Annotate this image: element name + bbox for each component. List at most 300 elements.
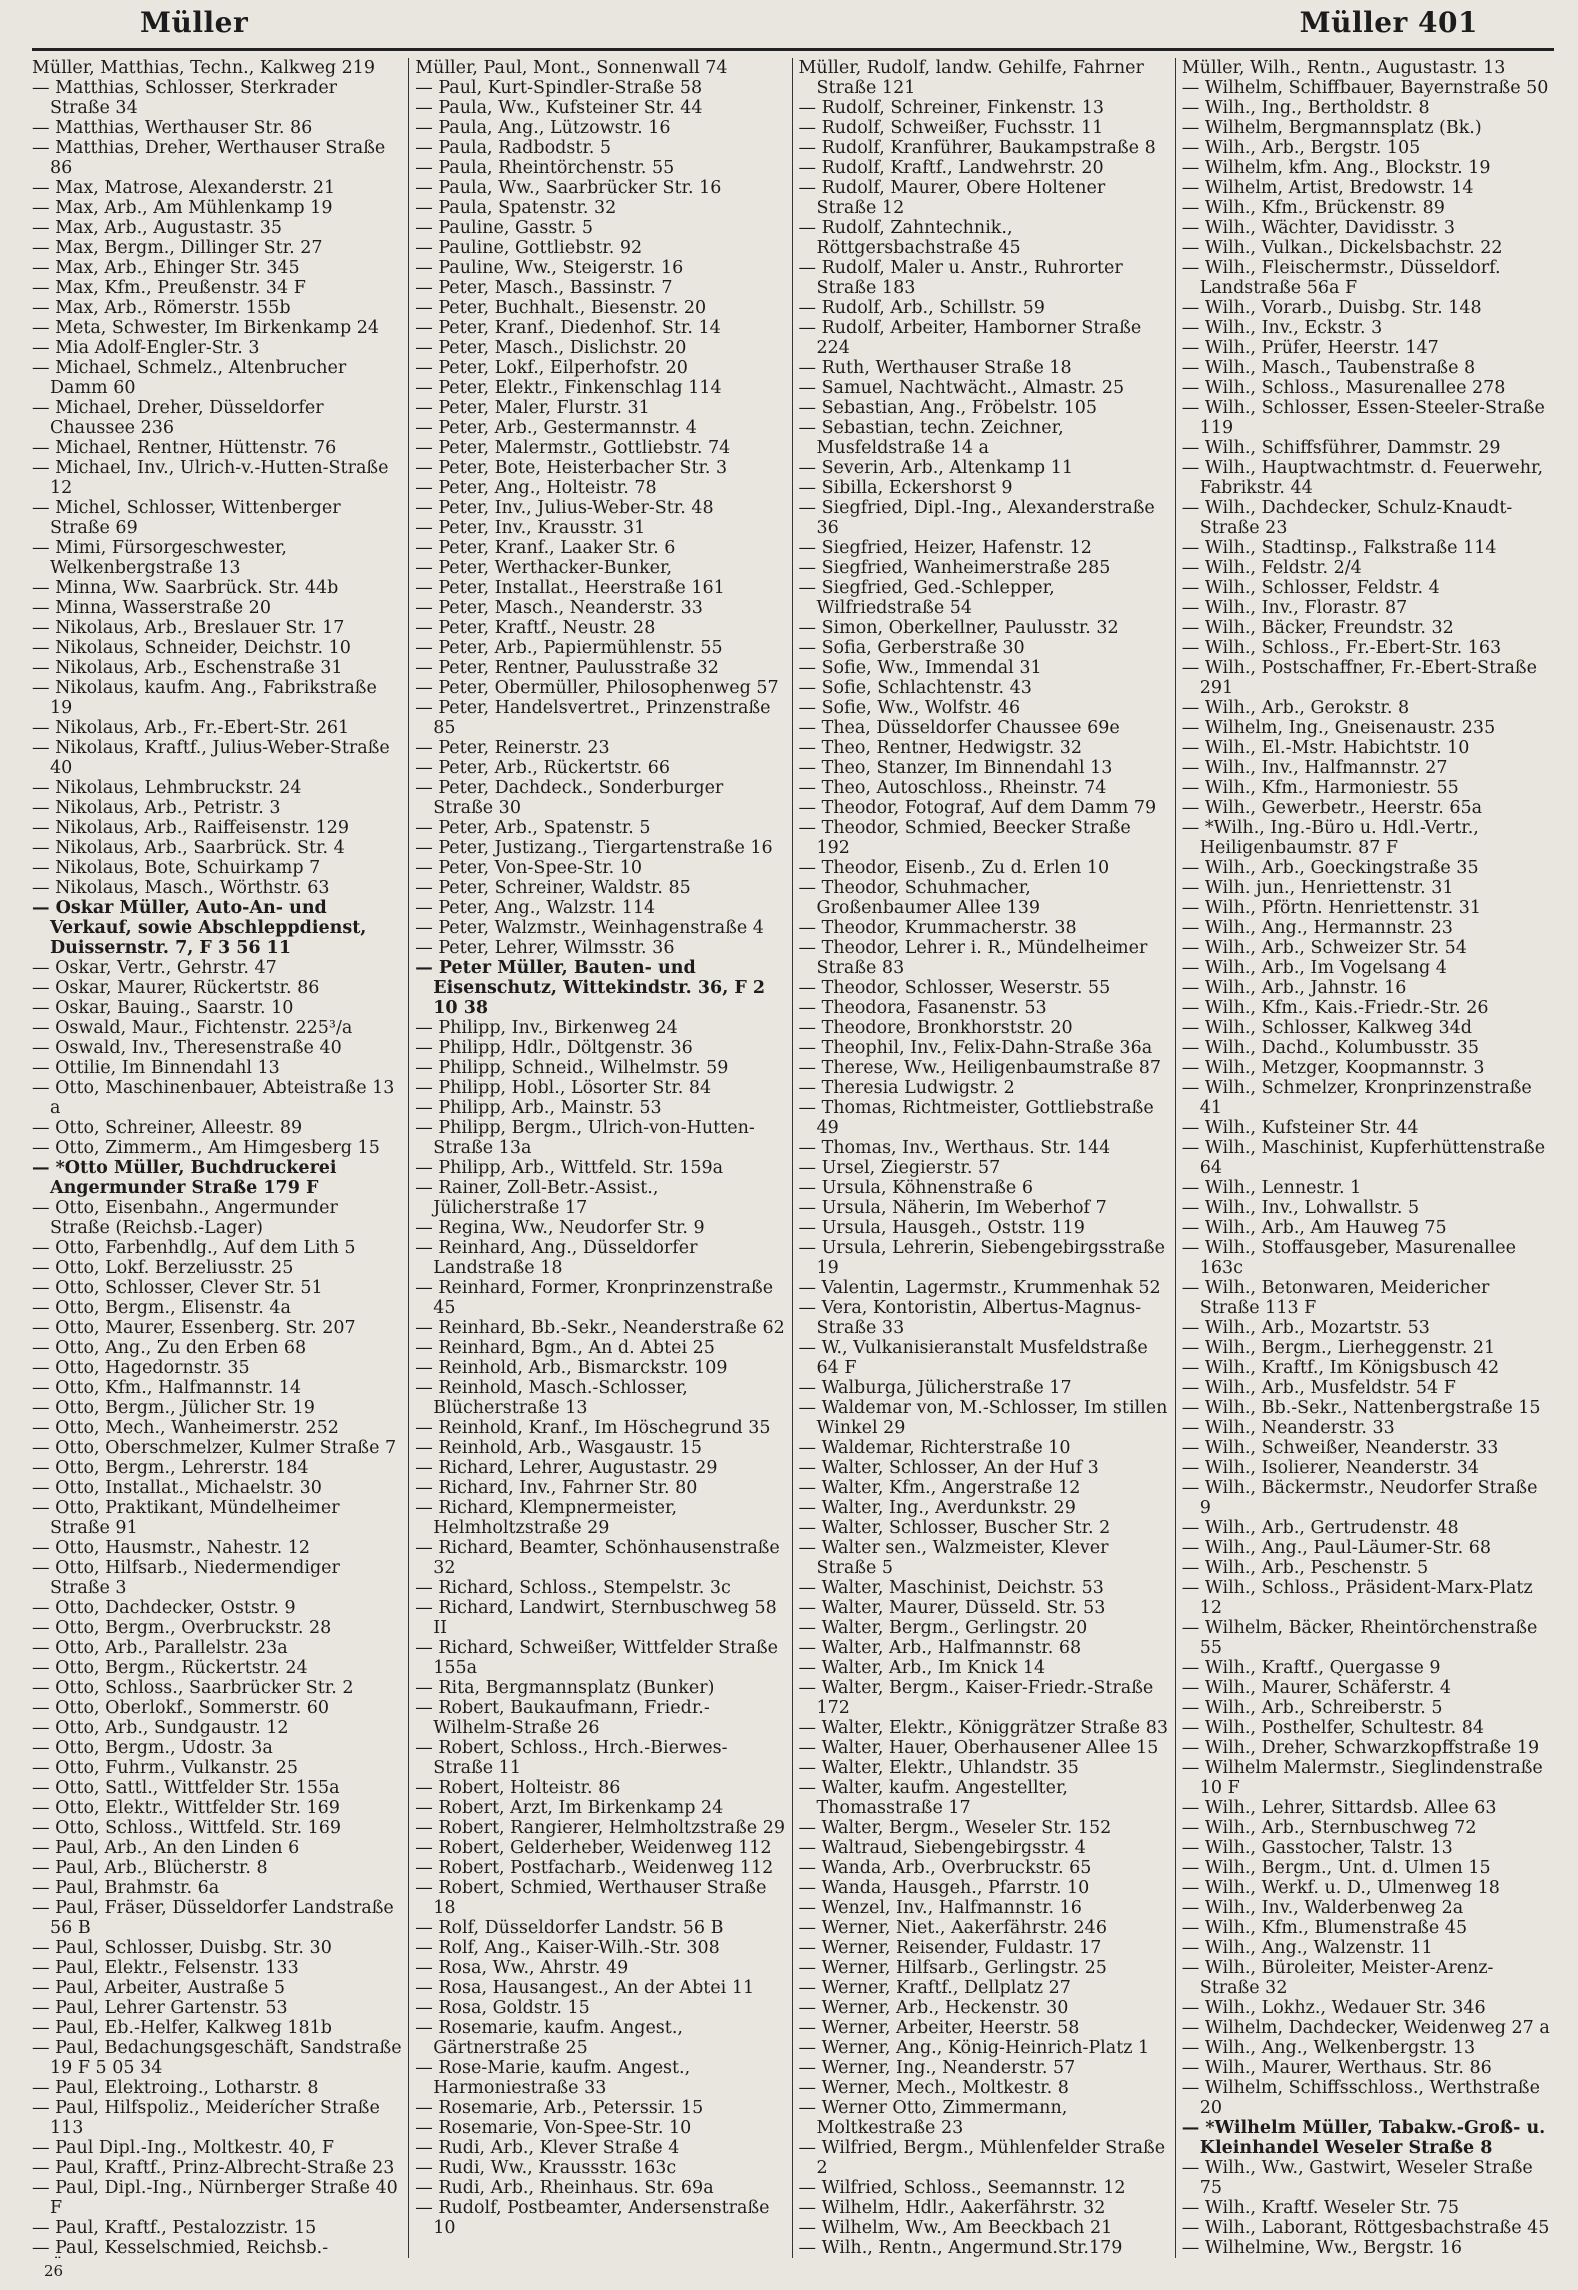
directory-entry: — Waltraud, Siebengebirgsstr. 4 [798, 1838, 1086, 1858]
directory-entry: — Walter sen., Walzmeister, Klever Straße 5 [798, 1538, 1109, 1578]
directory-entry: — Wilh., Schmelzer, Kronprinzenstraße 41 [1181, 1078, 1532, 1118]
directory-entry: — Wilhelm, Bäcker, Rheintörchenstraße 55 [1181, 1618, 1538, 1658]
directory-entry: — Theodor, Fotograf, Auf dem Damm 79 [798, 798, 1157, 818]
directory-entry: — Wilh., Ang., Hermannstr. 23 [1181, 918, 1453, 938]
directory-entry: — Peter, Rentner, Paulusstraße 32 [415, 658, 719, 678]
directory-entry: — Otto, Bergm., Jülicher Str. 19 [32, 1398, 315, 1418]
directory-entry: — Minna, Wasserstraße 20 [32, 598, 271, 618]
directory-entry: — Wilh., Inv., Lohwallstr. 5 [1181, 1198, 1420, 1218]
directory-entry: — Otto, Sattl., Wittfelder Str. 155a [32, 1778, 340, 1798]
directory-entry: — Werner, Mech., Moltkestr. 8 [798, 2078, 1069, 2098]
directory-entry: — Oswald, Inv., Theresenstraße 40 [32, 1038, 342, 1058]
directory-entry: — Simon, Oberkellner, Paulusstr. 32 [798, 618, 1119, 638]
running-header-left: Müller [140, 6, 249, 39]
directory-entry: — Otto, Farbenhdlg., Auf dem Lith 5 [32, 1238, 356, 1258]
directory-entry: — Wilh., Gewerbetr., Heerstr. 65a [1181, 798, 1483, 818]
directory-entry: — Rudolf, Kranführer, Baukampstraße 8 [798, 138, 1156, 158]
directory-entry: — Theo, Autoschloss., Rheinstr. 74 [798, 778, 1107, 798]
directory-entry: — Rosemarie, Von-Spee-Str. 10 [415, 2118, 692, 2138]
directory-entry: — Paul, Schlosser, Duisbg. Str. 30 [32, 1938, 332, 1958]
directory-entry: — *Wilh., Ing.-Büro u. Hdl.-Vertr., Heiligenbaumstr. 87 F [1181, 818, 1479, 858]
directory-entry: — Otto, Oberlokf., Sommerstr. 60 [32, 1698, 329, 1718]
directory-entry: — Siegfried, Ged.-Schlepper, Wilfriedstraße 54 [798, 578, 1055, 618]
directory-entry: — Wilh., Schloss., Präsident-Marx-Platz 12 [1181, 1578, 1533, 1618]
directory-entry: — Wilh., Dreher, Schwarzkopffstraße 19 [1181, 1738, 1540, 1758]
directory-entry: — Werner, Niet., Aakerfährstr. 246 [798, 1918, 1107, 1938]
directory-entry: — Wilh., Ing., Bertholdstr. 8 [1181, 98, 1430, 118]
directory-entry: — Wilhelm, Bergmannsplatz (Bk.) [1181, 118, 1482, 138]
directory-entry: — Otto, Maurer, Essenberg. Str. 207 [32, 1318, 356, 1338]
directory-entry: — Wilfried, Schloss., Seemannstr. 12 [798, 2178, 1126, 2198]
directory-entry: — Paul, Elektr., Felsenstr. 133 [32, 1958, 299, 1978]
directory-entry: — Wilh., Werkf. u. D., Ulmenweg 18 [1181, 1878, 1500, 1898]
directory-entry: — Theodor, Schmied, Beecker Straße 192 [798, 818, 1131, 858]
directory-entry: — Wilh., Lokhz., Wedauer Str. 346 [1181, 1998, 1486, 2018]
directory-entry: — Paula, Ang., Lützowstr. 16 [415, 118, 671, 138]
directory-entry: — Otto, Bergm., Overbruckstr. 28 [32, 1618, 332, 1638]
directory-entry: — Peter, Arb., Rückertstr. 66 [415, 758, 670, 778]
directory-entry: — Wilh., Schlosser, Essen-Steeler-Straße 119 [1181, 398, 1545, 438]
directory-entry: — Wanda, Hausgeh., Pfarrstr. 10 [798, 1878, 1090, 1898]
directory-entry: — Thomas, Richtmeister, Gottliebstraße 49 [798, 1098, 1154, 1138]
directory-entry: — Philipp, Hobl., Lösorter Str. 84 [415, 1078, 712, 1098]
directory-entry: — Theophil, Inv., Felix-Dahn-Straße 36a [798, 1038, 1153, 1058]
directory-entry: — Walter, kaufm. Angestellter, Thomasstraße 17 [798, 1778, 1068, 1818]
directory-entry: — Wilh., Gasstocher, Talstr. 13 [1181, 1838, 1453, 1858]
directory-entry: — Otto, Bergm., Lehrerstr. 184 [32, 1458, 309, 1478]
directory-entry: — Wilh., Lehrer, Sittardsb. Allee 63 [1181, 1798, 1497, 1818]
directory-entry: — Sofie, Ww., Immendal 31 [798, 658, 1042, 678]
directory-entry: — Theodor, Lehrer i. R., Mündelheimer Straße 83 [798, 938, 1148, 978]
directory-entry: Müller, Wilh., Rentn., Augustastr. 13 [1181, 58, 1506, 78]
directory-entry: — Nikolaus, Lehmbruckstr. 24 [32, 778, 302, 798]
directory-entry: — Peter, Justizang., Tiergartenstraße 16 [415, 838, 773, 858]
directory-entry: — Walter, Arb., Halfmannstr. 68 [798, 1638, 1082, 1658]
directory-entry: — Rosa, Goldstr. 15 [415, 1998, 590, 2018]
directory-entry: — Oskar, Maurer, Rückertstr. 86 [32, 978, 320, 998]
column-1 [26, 58, 408, 2258]
directory-entry: — Otto, Ang., Zu den Erben 68 [32, 1338, 307, 1358]
directory-entry: — Waldemar, Richterstraße 10 [798, 1438, 1071, 1458]
directory-entry: — Wilh., Kraftf., Quergasse 9 [1181, 1658, 1441, 1678]
directory-entry: — Walter, Elektr., Uhlandstr. 35 [798, 1758, 1079, 1778]
directory-entry: — Otto, Kfm., Halfmannstr. 14 [32, 1378, 302, 1398]
directory-entry: — Walter, Bergm., Weseler Str. 152 [798, 1818, 1112, 1838]
directory-entry: — Nikolaus, Arb., Raiffeisenstr. 129 [32, 818, 349, 838]
directory-entry: — Peter, Ang., Walzstr. 114 [415, 898, 656, 918]
directory-entry: — Richard, Landwirt, Sternbuschweg 58 II [415, 1598, 777, 1638]
directory-entry: — Sofia, Gerberstraße 30 [798, 638, 1025, 658]
directory-entry: — Walter, Schlosser, An der Huf 3 [798, 1458, 1099, 1478]
directory-entry: — Wilh., Vorarb., Duisbg. Str. 148 [1181, 298, 1482, 318]
directory-entry: — Wilh., Postschaffner, Fr.-Ebert-Straße 291 [1181, 658, 1537, 698]
directory-entry: Müller, Paul, Mont., Sonnenwall 74 [415, 58, 728, 78]
directory-entry: — Peter, Inv., Julius-Weber-Str. 48 [415, 498, 714, 518]
directory-entry: — Peter, Masch., Dislichstr. 20 [415, 338, 687, 358]
directory-entry: — Werner Otto, Zimmermann, Moltkestraße 23 [798, 2098, 1068, 2138]
directory-entry: — Matthias, Werthauser Str. 86 [32, 118, 313, 138]
directory-entry: — Nikolaus, Arb., Breslauer Str. 17 [32, 618, 345, 638]
directory-entry: — Rudolf, Postbeamter, Andersenstraße 10 [415, 2198, 770, 2238]
directory-entry: — Max, Arb., Ehinger Str. 345 [32, 258, 300, 278]
directory-entry: — Walter, Hauer, Oberhausener Allee 15 [798, 1738, 1159, 1758]
column-2 [408, 58, 791, 2258]
directory-entry: — Sofie, Schlachtenstr. 43 [798, 678, 1032, 698]
directory-entry: — Wilh., Büroleiter, Meister-Arenz-Straße 32 [1181, 1958, 1494, 1998]
directory-entry: — Wilh., Stadtinsp., Falkstraße 114 [1181, 538, 1497, 558]
directory-entry: — Robert, Holteistr. 86 [415, 1778, 621, 1798]
directory-entry: — Nikolaus, Masch., Wörthstr. 63 [32, 878, 330, 898]
directory-entry: — Mia Adolf-Engler-Str. 3 [32, 338, 260, 358]
directory-entry: — Oskar, Bauing., Saarstr. 10 [32, 998, 294, 1018]
directory-entry: Müller, Rudolf, landw. Gehilfe, Fahrner Straße 121 [798, 58, 1144, 98]
directory-entry: — Sebastian, Ang., Fröbelstr. 105 [798, 398, 1097, 418]
directory-entry: — Wilh., Metzger, Koopmannstr. 3 [1181, 1058, 1485, 1078]
directory-entry: — Wilhelm, Hdlr., Aakerfährstr. 32 [798, 2198, 1106, 2218]
directory-entry: — Rolf, Ang., Kaiser-Wilh.-Str. 308 [415, 1938, 720, 1958]
directory-entry: — Wilh., Schlosser, Kalkweg 34d [1181, 1018, 1473, 1038]
directory-entry: — Peter, Ang., Holteistr. 78 [415, 478, 657, 498]
directory-entry: — Werner, Kraftf., Dellplatz 27 [798, 1978, 1071, 1998]
directory-entry: — Wilh., Inv., Walderbenweg 2a [1181, 1898, 1464, 1918]
directory-entry: — Peter, Inv., Krausstr. 31 [415, 518, 646, 538]
directory-entry: — Wilh., Arb., Sternbuschweg 72 [1181, 1818, 1477, 1838]
directory-entry: — Reinhold, Arb., Bismarckstr. 109 [415, 1358, 728, 1378]
directory-entry: — Michael, Inv., Ulrich-v.-Hutten-Straße 12 [32, 458, 389, 498]
directory-entry: — Paula, Radbodstr. 5 [415, 138, 612, 158]
directory-entry: — Wilh. jun., Henriettenstr. 31 [1181, 878, 1454, 898]
directory-entry: — Otto, Bergm., Elisenstr. 4a [32, 1298, 291, 1318]
directory-entry: — Minna, Ww. Saarbrück. Str. 44b [32, 578, 339, 598]
directory-entry: — Michael, Dreher, Düsseldorfer Chaussee 236 [32, 398, 324, 438]
directory-entry: — Wilh., Dachd., Kolumbusstr. 35 [1181, 1038, 1479, 1058]
directory-entry: — Rudolf, Schweißer, Fuchsstr. 11 [798, 118, 1104, 138]
directory-entry: — *Otto Müller, Buchdruckerei Angermunder Straße 179 F [32, 1158, 337, 1198]
directory-entry: — Walter, Bergm., Kaiser-Friedr.-Straße 172 [798, 1678, 1154, 1718]
directory-entry: — Rita, Bergmannsplatz (Bunker) [415, 1678, 715, 1698]
directory-entry: — Werner, Reisender, Fuldastr. 17 [798, 1938, 1102, 1958]
directory-entry: — Rudolf, Kraftf., Landwehrstr. 20 [798, 158, 1104, 178]
directory-entry: — Wilh., Prüfer, Heerstr. 147 [1181, 338, 1439, 358]
directory-entry: — Richard, Schloss., Stempelstr. 3c [415, 1578, 731, 1598]
directory-entry: — Paul Dipl.-Ing., Moltkestr. 40, F [32, 2138, 335, 2158]
directory-entry: — Wilhelm, Schiffsschloss., Werthstraße 20 [1181, 2078, 1540, 2118]
directory-entry: — Ursel, Ziegierstr. 57 [798, 1158, 1001, 1178]
directory-entry: — Peter, Arb., Gestermannstr. 4 [415, 418, 697, 438]
directory-entry: — Nikolaus, Kraftf., Julius-Weber-Straße 40 [32, 738, 390, 778]
directory-entry: — Otto, Mech., Wanheimerstr. 252 [32, 1418, 339, 1438]
directory-entry: — Wilhelm, Dachdecker, Weidenweg 27 a [1181, 2018, 1550, 2038]
directory-entry: — Wilh., Inv., Florastr. 87 [1181, 598, 1408, 618]
directory-entry: — Nikolaus, Arb., Saarbrück. Str. 4 [32, 838, 345, 858]
directory-entry: — Paul, Hilfspoliz., Meiderícher Straße 113 [32, 2098, 380, 2138]
directory-entry: — Otto, Bergm., Rückertstr. 24 [32, 1658, 308, 1678]
directory-entry: — Paul, Kurt-Spindler-Straße 58 [415, 78, 703, 98]
directory-entry: — Thea, Düsseldorfer Chaussee 69e [798, 718, 1120, 738]
directory-entry: — Paul, Arbeiter, Austraße 5 [32, 1978, 286, 1998]
directory-entry: — Ursula, Köhnenstraße 6 [798, 1178, 1033, 1198]
directory-entry: — Paula, Spatenstr. 32 [415, 198, 617, 218]
directory-entry: — Peter, Masch., Neanderstr. 33 [415, 598, 703, 618]
directory-entry: — Theo, Rentner, Hedwigstr. 32 [798, 738, 1083, 758]
directory-entry: — Wilh., Pförtn. Henriettenstr. 31 [1181, 898, 1481, 918]
directory-entry: — Nikolaus, Arb., Petristr. 3 [32, 798, 281, 818]
directory-entry: — Peter, Handelsvertret., Prinzenstraße 85 [415, 698, 771, 738]
directory-entry: — Walter, Maschinist, Deichstr. 53 [798, 1578, 1104, 1598]
directory-entry: — Robert, Arzt, Im Birkenkamp 24 [415, 1798, 724, 1818]
column-3 [792, 58, 1175, 2258]
directory-entry: — Peter, Schreiner, Waldstr. 85 [415, 878, 691, 898]
directory-entry: — Michael, Rentner, Hüttenstr. 76 [32, 438, 337, 458]
directory-entry: — Wilh., Arb., Am Hauweg 75 [1181, 1218, 1447, 1238]
directory-entry: — Paul, Kesselschmied, Reichsb.- [32, 2238, 329, 2258]
directory-entry: — Otto, Installat., Michaelstr. 30 [32, 1478, 322, 1498]
directory-entry: — Wilh., Kufsteiner Str. 44 [1181, 1118, 1419, 1138]
directory-entry: — Ursula, Hausgeh., Oststr. 119 [798, 1218, 1085, 1238]
directory-entry: — Theresia Ludwigstr. 2 [798, 1078, 1015, 1098]
directory-entry: — Philipp, Schneid., Wilhelmstr. 59 [415, 1058, 729, 1078]
directory-entry: — Otto, Schloss., Saarbrücker Str. 2 [32, 1678, 354, 1698]
directory-entry: — Paul, Dipl.-Ing., Nürnberger Straße 40 F [32, 2178, 398, 2218]
directory-entry: — Peter, Reinerstr. 23 [415, 738, 610, 758]
directory-entry: — Peter, Von-Spee-Str. 10 [415, 858, 643, 878]
directory-entry: — Robert, Schmied, Werthauser Straße 18 [415, 1878, 767, 1918]
directory-entry: — Max, Bergm., Dillinger Str. 27 [32, 238, 323, 258]
directory-entry: — Peter, Walzmstr., Weinhagenstraße 4 [415, 918, 764, 938]
directory-entry: — Paula, Ww., Saarbrücker Str. 16 [415, 178, 722, 198]
directory-entry: — Rudi, Arb., Rheinhaus. Str. 69a [415, 2178, 714, 2198]
directory-entry: — Otto, Maschinenbauer, Abteistraße 13 a [32, 1078, 395, 1118]
directory-entry: — Wanda, Arb., Overbruckstr. 65 [798, 1858, 1092, 1878]
directory-columns [26, 58, 1558, 2258]
directory-entry: — Oswald, Maur., Fichtenstr. 225³/a [32, 1018, 353, 1038]
directory-entry: — Wilh., Arb., Goeckingstraße 35 [1181, 858, 1479, 878]
directory-entry: — Wilh., Schweißer, Neanderstr. 33 [1181, 1438, 1499, 1458]
directory-entry: — Wilh., Maschinist, Kupferhüttenstraße 64 [1181, 1138, 1546, 1178]
directory-entry: — Peter, Buchhalt., Biesenstr. 20 [415, 298, 707, 318]
directory-entry: — Wilhelm, Ing., Gneisenaustr. 235 [1181, 718, 1496, 738]
directory-entry: — Regina, Ww., Neudorfer Str. 9 [415, 1218, 705, 1238]
directory-entry: — Wilh., Arb., Peschenstr. 5 [1181, 1558, 1429, 1578]
directory-entry: — Rudi, Ww., Kraussstr. 163c [415, 2158, 677, 2178]
directory-entry: — Werner, Hilfsarb., Gerlingstr. 25 [798, 1958, 1107, 1978]
directory-entry: — Peter, Arb., Spatenstr. 5 [415, 818, 651, 838]
directory-entry: — Wilh., Bb.-Sekr., Nattenbergstraße 15 [1181, 1398, 1541, 1418]
directory-entry: — Wilh., Bäckermstr., Neudorfer Straße 9 [1181, 1478, 1538, 1518]
directory-entry: — Ursula, Lehrerin, Siebengebirgsstraße 19 [798, 1238, 1165, 1278]
directory-entry: — Werner, Ang., König-Heinrich-Platz 1 [798, 2038, 1150, 2058]
directory-entry: — Wilh., Arb., Musfeldstr. 54 F [1181, 1378, 1456, 1398]
directory-entry: — Walter, Schlosser, Buscher Str. 2 [798, 1518, 1111, 1538]
directory-entry: — Philipp, Inv., Birkenweg 24 [415, 1018, 678, 1038]
directory-entry: — Meta, Schwester, Im Birkenkamp 24 [32, 318, 380, 338]
directory-entry: — Peter, Kranf., Laaker Str. 6 [415, 538, 676, 558]
directory-entry: — Wilh., Bergm., Lierheggenstr. 21 [1181, 1338, 1496, 1358]
directory-entry: — Paula, Rheintörchenstr. 55 [415, 158, 675, 178]
directory-entry: — Paul, Fräser, Düsseldorfer Landstraße 56 B [32, 1898, 394, 1938]
directory-entry: — Wilh., Lennestr. 1 [1181, 1178, 1362, 1198]
directory-entry: — Wilh., Bäcker, Freundstr. 32 [1181, 618, 1454, 638]
directory-entry: — Robert, Schloss., Hrch.-Bierwes-Straße 11 [415, 1738, 728, 1778]
directory-entry: — Nikolaus, Bote, Schuirkamp 7 [32, 858, 321, 878]
directory-entry: — Peter, Elektr., Finkenschlag 114 [415, 378, 722, 398]
directory-entry: — Wilh., Arb., Gerokstr. 8 [1181, 698, 1410, 718]
directory-entry: — Reinhold, Kranf., Im Höschegrund 35 [415, 1418, 771, 1438]
directory-entry: — Paul, Lehrer Gartenstr. 53 [32, 1998, 288, 2018]
directory-entry: — Wilh., Schloss., Masurenallee 278 [1181, 378, 1506, 398]
directory-entry: — Rudolf, Arbeiter, Hamborner Straße 224 [798, 318, 1142, 358]
directory-entry: — Richard, Klempnermeister, Helmholtzstraße 29 [415, 1498, 678, 1538]
directory-entry: — Otto, Oberschmelzer, Kulmer Straße 7 [32, 1438, 397, 1458]
header-rule [32, 48, 1554, 51]
directory-entry: — Reinhard, Ang., Düsseldorfer Landstraße 18 [415, 1238, 698, 1278]
directory-entry: — Max, Arb., Römerstr. 155b [32, 298, 291, 318]
directory-entry: — Wilh., Wächter, Davidisstr. 3 [1181, 218, 1456, 238]
directory-entry: — Ursula, Näherin, Im Weberhof 7 [798, 1198, 1107, 1218]
directory-entry: — Werner, Arbeiter, Heerstr. 58 [798, 2018, 1080, 2038]
directory-entry: — Wilhelm, kfm. Ang., Blockstr. 19 [1181, 158, 1491, 178]
directory-entry: — Otto, Elektr., Wittfelder Str. 169 [32, 1798, 340, 1818]
directory-entry: — Wilh., Kraftf., Im Königsbusch 42 [1181, 1358, 1500, 1378]
directory-entry: — Wilh., Kfm., Harmoniestr. 55 [1181, 778, 1459, 798]
directory-entry: — Wilh., Hauptwachtmstr. d. Feuerwehr, Fabrikstr. 44 [1181, 458, 1544, 498]
directory-entry: — Peter, Bote, Heisterbacher Str. 3 [415, 458, 728, 478]
directory-entry: — Wilh., Arb., Jahnstr. 16 [1181, 978, 1407, 998]
directory-entry: — Theodor, Schuhmacher, Großenbaumer Allee 139 [798, 878, 1040, 918]
directory-entry: — Peter, Kranf., Diedenhof. Str. 14 [415, 318, 721, 338]
directory-entry: — Wilh., Inv., Halfmannstr. 27 [1181, 758, 1448, 778]
directory-entry: — Paul, Elektroing., Lotharstr. 8 [32, 2078, 319, 2098]
directory-entry: — Wilh., Ang., Walzenstr. 11 [1181, 1938, 1433, 1958]
directory-entry: — Pauline, Gasstr. 5 [415, 218, 594, 238]
directory-entry: — Reinhard, Bb.-Sekr., Neanderstraße 62 [415, 1318, 785, 1338]
directory-entry: — Peter, Maler, Flurstr. 31 [415, 398, 650, 418]
directory-entry: — Robert, Rangierer, Helmholtzstraße 29 [415, 1818, 785, 1838]
directory-entry: — Wilhelm, Schiffbauer, Bayernstraße 50 [1181, 78, 1549, 98]
directory-entry: — Therese, Ww., Heiligenbaumstraße 87 [798, 1058, 1162, 1078]
directory-entry: — Otto, Dachdecker, Oststr. 9 [32, 1598, 296, 1618]
directory-entry: — Pauline, Gottliebstr. 92 [415, 238, 643, 258]
directory-entry: — Rose-Marie, kaufm. Angest., Harmoniestraße 33 [415, 2058, 691, 2098]
directory-entry: — Wilh., Vulkan., Dickelsbachstr. 22 [1181, 238, 1503, 258]
directory-entry: — Wilh., Inv., Eckstr. 3 [1181, 318, 1383, 338]
directory-entry: — Wilh., Schloss., Fr.-Ebert-Str. 163 [1181, 638, 1502, 658]
directory-entry: — Reinhard, Former, Kronprinzenstraße 45 [415, 1278, 774, 1318]
directory-entry: — Werner, Ing., Neanderstr. 57 [798, 2058, 1076, 2078]
directory-entry: — Paul, Brahmstr. 6a [32, 1878, 220, 1898]
directory-entry: — Otto, Arb., Parallelstr. 23a [32, 1638, 288, 1658]
directory-entry: — Otto, Schreiner, Alleestr. 89 [32, 1118, 303, 1138]
directory-entry: — Peter, Masch., Bassinstr. 7 [415, 278, 673, 298]
directory-entry: — Peter, Werthacker-Bunker, [415, 558, 673, 578]
directory-entry: — Ottilie, Im Binnendahl 13 [32, 1058, 280, 1078]
directory-entry: — Pauline, Ww., Steigerstr. 16 [415, 258, 684, 278]
directory-entry: — Vera, Kontoristin, Albertus-Magnus-Straße 33 [798, 1298, 1142, 1338]
directory-entry: — Wilh., Kfm., Blumenstraße 45 [1181, 1918, 1468, 1938]
directory-entry: — Rosemarie, Arb., Peterssir. 15 [415, 2098, 704, 2118]
directory-entry: — Wilh., Stoffausgeber, Masurenallee 163c [1181, 1238, 1516, 1278]
directory-entry: — Wilh., Arb., Mozartstr. 53 [1181, 1318, 1430, 1338]
running-header-right: Müller 401 [1299, 6, 1478, 39]
directory-entry: — Wilh., Kfm., Brückenstr. 89 [1181, 198, 1445, 218]
directory-entry: — Paul, Kraftf., Prinz-Albrecht-Straße 23 [32, 2158, 395, 2178]
directory-entry: — *Wilhelm Müller, Tabakw.-Groß- u. Kleinhandel Weseler Straße 8 [1181, 2118, 1546, 2158]
directory-entry: — Walter, Kfm., Angerstraße 12 [798, 1478, 1081, 1498]
directory-entry: — Sofie, Ww., Wolfstr. 46 [798, 698, 1021, 718]
directory-entry: — Otto, Praktikant, Mündelheimer Straße 91 [32, 1498, 340, 1538]
directory-entry: — Rudolf, Maler u. Anstr., Ruhrorter Straße 183 [798, 258, 1123, 298]
directory-entry: — Otto, Fuhrm., Vulkanstr. 25 [32, 1758, 299, 1778]
directory-entry: — Valentin, Lagermstr., Krummenhak 52 [798, 1278, 1161, 1298]
directory-entry: Müller, Matthias, Techn., Kalkweg 219 [32, 58, 376, 78]
directory-entry: — Wilh., Bergm., Unt. d. Ulmen 15 [1181, 1858, 1491, 1878]
directory-entry: — Siegfried, Wanheimerstraße 285 [798, 558, 1111, 578]
directory-entry: — Richard, Beamter, Schönhausenstraße 32 [415, 1538, 780, 1578]
directory-entry: — Wilh., Arb., Schreiberstr. 5 [1181, 1698, 1443, 1718]
directory-entry: — Wilh., Arb., Schweizer Str. 54 [1181, 938, 1467, 958]
directory-entry: — Max, Arb., Am Mühlenkamp 19 [32, 198, 333, 218]
directory-entry: — Wilh., Arb., Bergstr. 105 [1181, 138, 1421, 158]
directory-entry: — Sibilla, Eckershorst 9 [798, 478, 1013, 498]
column-4 [1175, 58, 1558, 2258]
directory-entry: — Paul, Kraftf., Pestalozzistr. 15 [32, 2218, 317, 2238]
page-footer-number: 26 [44, 2262, 64, 2280]
directory-entry: — Theodor, Krummacherstr. 38 [798, 918, 1077, 938]
directory-entry: — Reinhard, Bgm., An d. Abtei 25 [415, 1338, 715, 1358]
directory-entry: — Wilh., Ang., Paul-Läumer-Str. 68 [1181, 1538, 1492, 1558]
directory-entry: — Oskar, Vertr., Gehrstr. 47 [32, 958, 277, 978]
directory-entry: — Wilhelmine, Ww., Bergstr. 16 [1181, 2238, 1463, 2258]
directory-entry: — Wilh., Dachdecker, Schulz-Knaudt-Straße 23 [1181, 498, 1513, 538]
directory-entry: — Reinhold, Arb., Wasgaustr. 15 [415, 1438, 702, 1458]
directory-entry: — Theodor, Eisenb., Zu d. Erlen 10 [798, 858, 1110, 878]
directory-entry: — Rudolf, Zahntechnik., Röttgersbachstraße 45 [798, 218, 1021, 258]
directory-entry: — Wilh., Neanderstr. 33 [1181, 1418, 1395, 1438]
directory-entry: — Paul, Bedachungsgeschäft, Sandstraße 19 F 5 05 34 [32, 2038, 402, 2078]
directory-entry: — Nikolaus, Schneider, Deichstr. 10 [32, 638, 351, 658]
directory-entry: — Werner, Arb., Heckenstr. 30 [798, 1998, 1069, 2018]
directory-entry: — Rosa, Hausangest., An der Abtei 11 [415, 1978, 755, 1998]
directory-entry: — Wilh., Fleischermstr., Düsseldorf. Landstraße 56a F [1181, 258, 1501, 298]
directory-entry: — Severin, Arb., Altenkamp 11 [798, 458, 1073, 478]
directory-entry: — Peter Müller, Bauten- und Eisenschutz, Wittekindstr. 36, F 2 10 38 [415, 958, 766, 1018]
directory-entry: — Wilh., Masch., Taubenstraße 8 [1181, 358, 1476, 378]
directory-entry: — Robert, Postfacharb., Weidenweg 112 [415, 1858, 774, 1878]
directory-entry: — Nikolaus, Arb., Fr.-Ebert-Str. 261 [32, 718, 350, 738]
directory-entry: — Wilfried, Bergm., Mühlenfelder Straße 2 [798, 2138, 1166, 2178]
directory-entry: — Max, Kfm., Preußenstr. 34 F [32, 278, 306, 298]
directory-entry: — Philipp, Arb., Wittfeld. Str. 159a [415, 1158, 724, 1178]
directory-entry: — Wilh., Feldstr. 2/4 [1181, 558, 1362, 578]
directory-entry: — Otto, Bergm., Udostr. 3a [32, 1738, 273, 1758]
directory-entry: — Michel, Schlosser, Wittenberger Straße 69 [32, 498, 341, 538]
directory-entry: — Ruth, Werthauser Straße 18 [798, 358, 1072, 378]
directory-entry: — Reinhold, Masch.-Schlosser, Blücherstraße 13 [415, 1378, 688, 1418]
directory-entry: — Oskar Müller, Auto-An- und Verkauf, sowie Abschleppdienst, Duissernstr. 7, F 3 56 11 [32, 898, 367, 958]
directory-entry: — Matthias, Dreher, Werthauser Straße 86 [32, 138, 386, 178]
directory-entry: — Wilhelm Malermstr., Sieglindenstraße 10 F [1181, 1758, 1543, 1798]
directory-entry: — Otto, Schlosser, Clever Str. 51 [32, 1278, 323, 1298]
directory-entry: — Wilh., Schiffsführer, Dammstr. 29 [1181, 438, 1501, 458]
directory-entry: — Peter, Lokf., Eilperhofstr. 20 [415, 358, 688, 378]
directory-entry: — Robert, Baukaufmann, Friedr.-Wilhelm-Straße 26 [415, 1698, 710, 1738]
directory-entry: — Otto, Hausmstr., Nahestr. 12 [32, 1538, 311, 1558]
directory-entry: — Paul, Arb., Blücherstr. 8 [32, 1858, 268, 1878]
directory-entry: — Theodor, Schlosser, Weserstr. 55 [798, 978, 1111, 998]
directory-entry: — Wilh., Isolierer, Neanderstr. 34 [1181, 1458, 1480, 1478]
directory-entry: — Richard, Lehrer, Augustastr. 29 [415, 1458, 718, 1478]
directory-entry: — Wilh., Maurer, Schäferstr. 4 [1181, 1678, 1451, 1698]
